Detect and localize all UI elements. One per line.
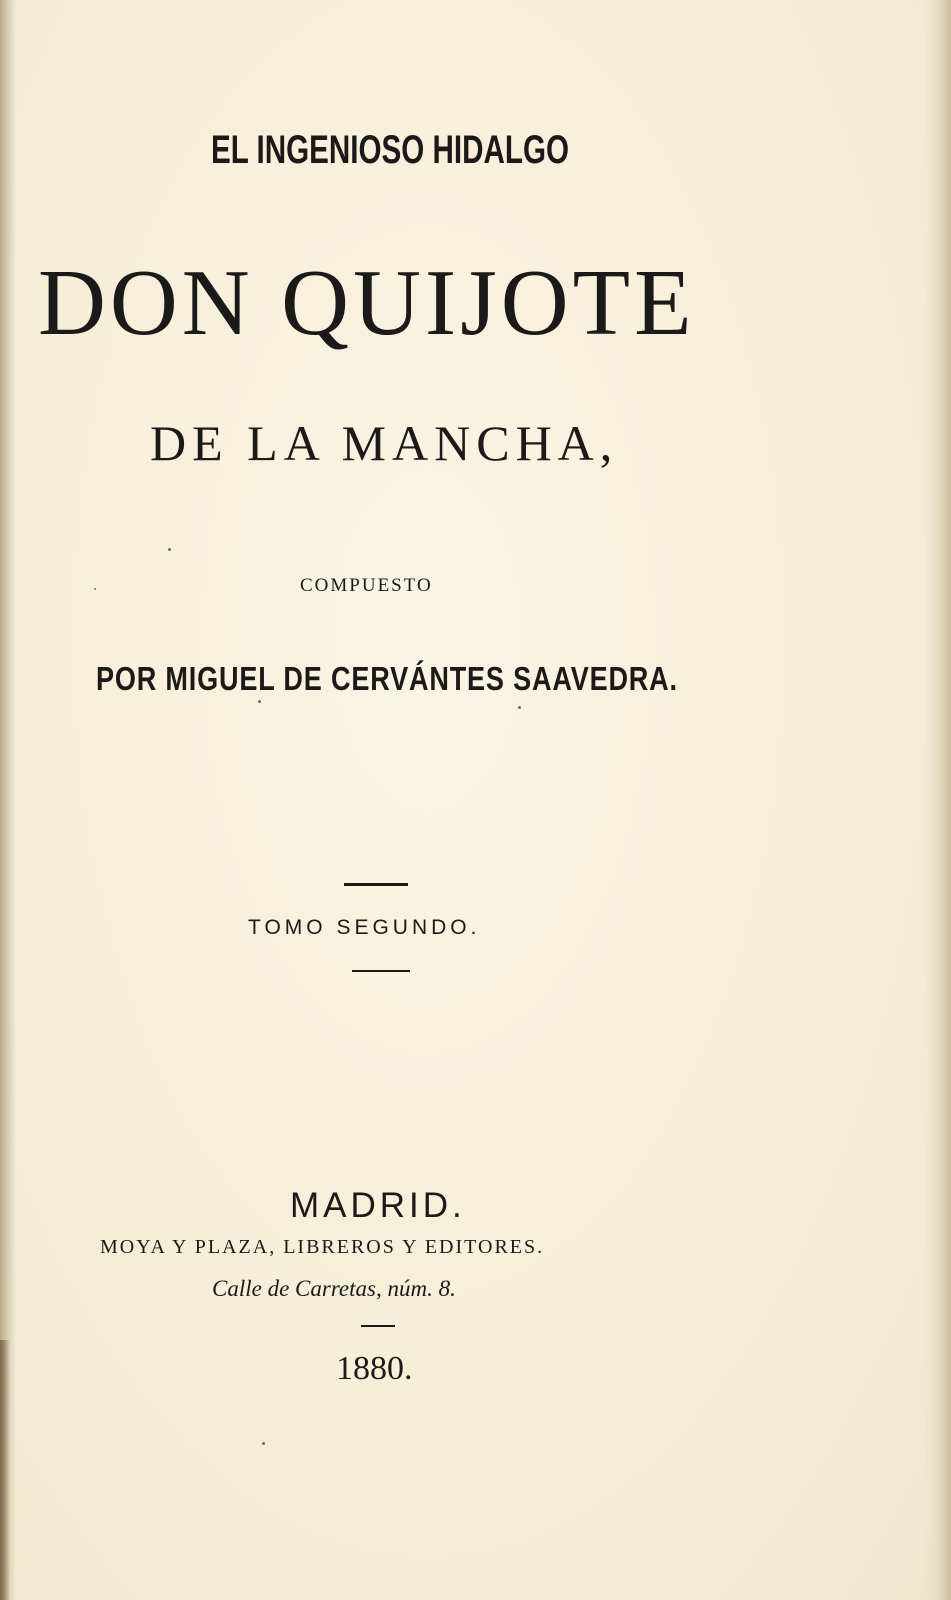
paper-speck <box>168 548 171 551</box>
main-title-don-quijote: DON QUIJOTE <box>38 251 696 355</box>
author-line: POR MIGUEL DE CERVÁNTES SAAVEDRA. <box>96 660 678 697</box>
page-right-edge <box>925 0 951 1600</box>
imprint-year: 1880. <box>336 1350 413 1387</box>
title-line-el-ingenioso-hidalgo: EL INGENIOSO HIDALGO <box>211 128 569 172</box>
paper-speck <box>518 706 521 709</box>
paper-speck <box>262 1442 265 1445</box>
divider-rule-top <box>344 883 408 886</box>
divider-rule-bottom <box>352 970 410 972</box>
page-binding-shadow <box>0 1340 10 1600</box>
volume-label: TOMO SEGUNDO. <box>248 916 481 939</box>
title-line-de-la-mancha: DE LA MANCHA, <box>150 415 619 471</box>
imprint-publisher: MOYA Y PLAZA, LIBREROS Y EDITORES. <box>100 1236 545 1258</box>
imprint-address: Calle de Carretas, núm. 8. <box>212 1276 456 1301</box>
paper-speck <box>258 700 261 703</box>
paper-speck <box>94 588 96 590</box>
compuesto-label: COMPUESTO <box>300 575 433 596</box>
divider-rule-imprint <box>361 1325 395 1327</box>
imprint-city: MADRID. <box>290 1186 466 1225</box>
